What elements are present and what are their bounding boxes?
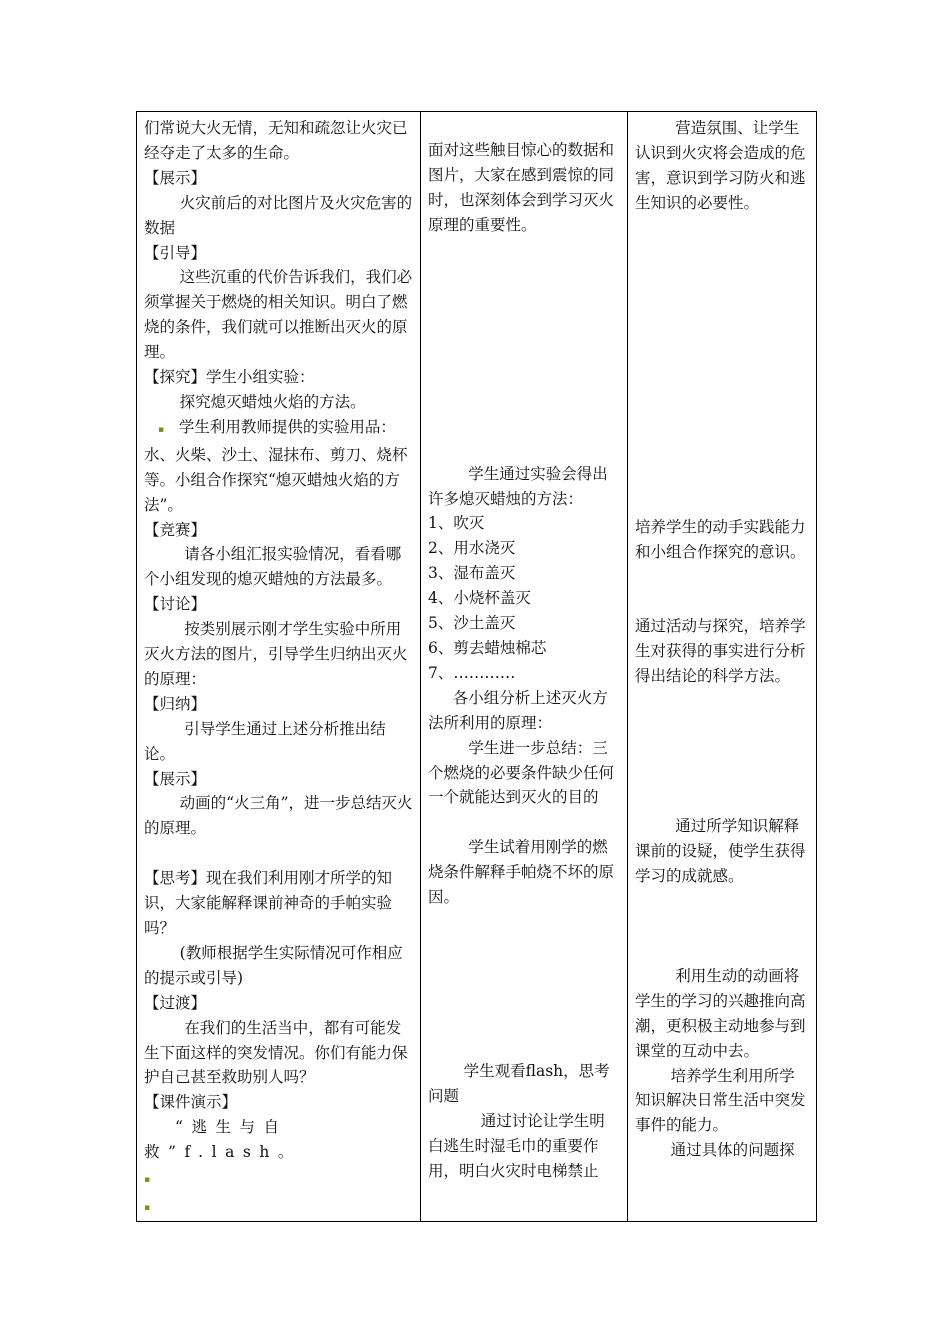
paragraph: 通过活动与探究，培养学生对获得的事实进行分析得出结论的科学方法。: [635, 617, 806, 686]
paragraph: 通过讨论让学生明白逃生时湿毛巾的重要作用，明白火灾时电梯禁止: [428, 1111, 605, 1180]
spacer: [635, 216, 809, 515]
paragraph: 学生利用教师提供的实验用品：水、火柴、沙土、湿抹布、剪刀、烧杯等。小组合作探究“熄灭蜡烛火焰的方法”。: [144, 417, 408, 514]
paragraph: 在我们的生活当中，都有可能发生下面这样的突发情况。你们有能力保护自己甚至救助别人吗？: [144, 1018, 408, 1087]
lesson-plan-table: [136, 111, 817, 1222]
paragraph: 培养学生利用所学知识解决日常生活中突发事件的能力。: [635, 1066, 806, 1135]
paragraph: 通过具体的问题探: [670, 1141, 795, 1160]
paragraph: 学生进一步总结：三个燃烧的必要条件缺少任何一个就能达到灭火的目的: [428, 738, 615, 807]
section-heading: 【探究】学生小组实验：: [144, 368, 315, 387]
spacer: [144, 841, 413, 866]
list-item: 6、剪去蜡烛棉芯: [428, 638, 547, 657]
paragraph: 引导学生通过上述分析推出结论。: [144, 719, 386, 763]
stray-mark: ▪: [157, 424, 165, 435]
student-activity-cell: [421, 112, 628, 1222]
section-heading: 【归纳】: [144, 694, 207, 713]
intro-paragraph: 们常说大火无情，无知和疏忽让火灾已经夺走了太多的生命。: [144, 119, 408, 162]
spacer: [428, 238, 620, 462]
paragraph: 通过所学知识解释课前的设疑，使学生获得学习的成就感。: [635, 817, 806, 885]
paragraph: 这些沉重的代价告诉我们，我们必须掌握关于燃烧的相关知识。明白了燃烧的条件，我们就可以推断出灭火的原理。: [144, 268, 413, 362]
table-row: [137, 112, 817, 1222]
paragraph: 面对这些触目惊心的数据和图片，大家在感到震惊的同时，也深刻体会到学习灭火原理的重要性。: [428, 141, 615, 234]
section-heading: 【引导】: [144, 243, 207, 262]
list-item: 7、…………: [428, 663, 516, 682]
stray-mark: ▪: [144, 1175, 151, 1186]
paragraph: 培养学生的动手实践能力和小组合作探究的意识。: [635, 517, 806, 561]
teacher-activity-cell: [137, 112, 421, 1222]
section-heading: 【思考】现在我们利用刚才所学的知识，大家能解释课前神奇的手帕实验吗？: [144, 869, 393, 937]
paragraph: 营造氛围、让学生认识到火灾将会造成的危害，意识到学习防火和逃生知识的必要性。: [635, 119, 806, 212]
list-item: 3、湿布盖灭: [428, 564, 516, 583]
paragraph: 请各小组汇报实验情况，看看哪个小组发现的熄灭蜡烛的方法最多。: [144, 545, 402, 589]
paragraph-with-mark: [144, 415, 413, 518]
stray-mark-line: [144, 1193, 413, 1221]
paragraph: (教师根据学生实际情况可作相应的提示或引导): [144, 943, 403, 987]
spacer: [428, 116, 620, 138]
paragraph: 学生观看flash，思考问题: [428, 1061, 610, 1105]
paragraph: 各小组分析上述灭火方法所利用的原理：: [428, 688, 608, 732]
spacer: [635, 889, 809, 964]
list-item: 2、用水浇灭: [428, 539, 516, 558]
section-heading: 【展示】: [144, 168, 207, 187]
spacer: [635, 689, 809, 814]
section-heading: 【课件演示】: [144, 1093, 238, 1112]
list-item: 5、沙土盖灭: [428, 614, 516, 633]
section-heading: 【竞赛】: [144, 520, 207, 539]
spacer: [428, 810, 620, 835]
paragraph: 学生通过实验会得出许多熄灭蜡烛的方法：: [428, 464, 608, 508]
paragraph: 动画的“火三角”，进一步总结灭火的原理。: [144, 794, 413, 838]
paragraph: 按类别展示刚才学生实验中所用灭火方法的图片，引导学生归纳出灭火的原理：: [144, 620, 408, 688]
section-heading: 【过渡】: [144, 993, 207, 1012]
paragraph: “逃生与自救”f.lash。: [144, 1118, 302, 1162]
list-item: 4、小烧杯盖灭: [428, 589, 531, 608]
list-item: 1、吹灭: [428, 514, 485, 533]
paragraph: 探究熄灭蜡烛火焰的方法。: [179, 392, 366, 411]
spacer: [428, 910, 620, 1059]
spacer: [635, 564, 809, 614]
paragraph: 利用生动的动画将学生的学习的兴趣推向高潮，更积极主动地参与到课堂的互动中去。: [635, 966, 806, 1060]
section-heading: 【讨论】: [144, 595, 207, 614]
paragraph: 学生试着用刚学的燃烧条件解释手帕烧不坏的原因。: [428, 838, 615, 907]
stray-mark: ▪: [144, 1202, 151, 1213]
design-intent-cell: [628, 112, 817, 1222]
paragraph: 火灾前后的对比图片及火灾危害的数据: [144, 193, 413, 237]
stray-mark-line: [144, 1165, 413, 1193]
section-heading: 【展示】: [144, 769, 207, 788]
